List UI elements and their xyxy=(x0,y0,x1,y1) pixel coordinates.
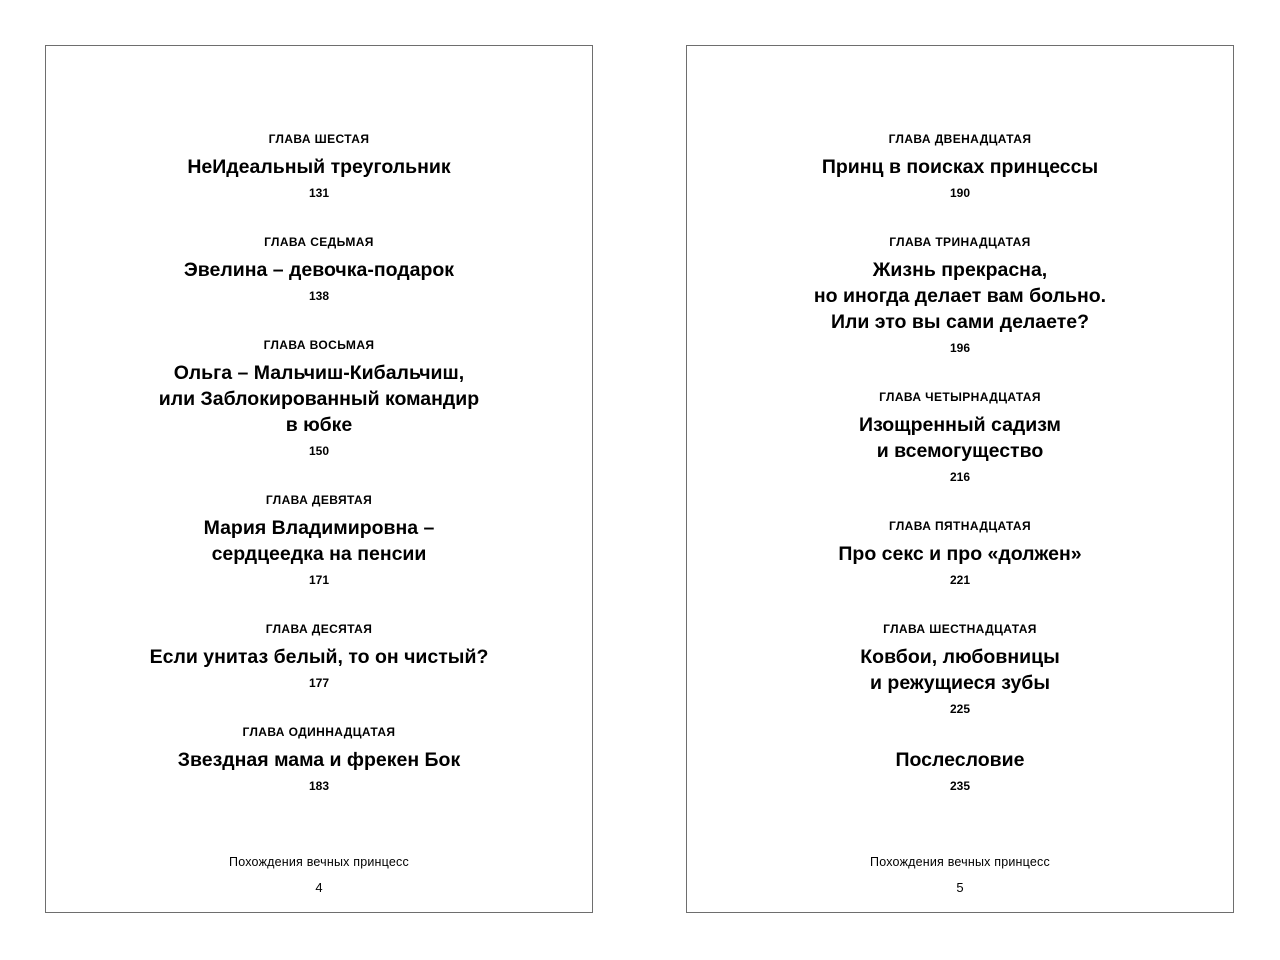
chapter-label: ГЛАВА СЕДЬМАЯ xyxy=(264,235,374,249)
chapter-page-number: 131 xyxy=(308,186,330,200)
chapter-title[interactable] xyxy=(46,360,592,438)
chapter-label: ГЛАВА ЧЕТЫРНАДЦАТАЯ xyxy=(879,390,1041,404)
toc-entry xyxy=(687,390,1233,484)
toc-entry xyxy=(46,132,592,200)
chapter-title-line: Ольга – Мальчиш-Кибальчиш, xyxy=(173,362,465,384)
chapter-title-line: сердцеедка на пенсии xyxy=(211,543,427,565)
toc-entry xyxy=(687,622,1233,716)
chapter-page-number: 225 xyxy=(949,702,971,716)
chapter-page-number: 196 xyxy=(949,341,971,355)
chapter-title[interactable] xyxy=(687,541,1233,567)
chapter-title[interactable] xyxy=(687,257,1233,335)
toc-entry xyxy=(687,519,1233,587)
chapter-title-line: или Заблокированный командир xyxy=(158,388,480,410)
chapter-page-number: 221 xyxy=(949,573,971,587)
right-page xyxy=(686,45,1234,913)
chapter-title-line: Ковбои, любовницы xyxy=(860,646,1060,668)
chapter-title[interactable] xyxy=(687,644,1233,696)
chapter-label: ГЛАВА ШЕСТНАДЦАТАЯ xyxy=(883,622,1037,636)
toc-entry xyxy=(687,235,1233,355)
chapter-title[interactable] xyxy=(687,412,1233,464)
toc-entry xyxy=(46,338,592,458)
chapter-title-line: Про секс и про «должен» xyxy=(838,543,1082,565)
left-page xyxy=(45,45,593,913)
chapter-title-line: Принц в поисках принцессы xyxy=(821,156,1099,178)
running-footer-title: Похождения вечных принцесс xyxy=(229,855,409,869)
toc-entry xyxy=(46,725,592,793)
chapter-page-number: 190 xyxy=(949,186,971,200)
toc-entry xyxy=(46,493,592,587)
chapter-label: ГЛАВА ВОСЬМАЯ xyxy=(263,338,375,352)
chapter-title[interactable] xyxy=(46,154,592,180)
chapter-label: ГЛАВА ПЯТНАДЦАТАЯ xyxy=(888,519,1032,533)
toc-entry xyxy=(687,132,1233,200)
chapter-title-line: и режущиеся зубы xyxy=(870,672,1050,694)
chapter-title-line: Эвелина – девочка-подарок xyxy=(183,259,455,281)
chapter-label: ГЛАВА ДЕВЯТАЯ xyxy=(265,493,373,507)
chapter-label: ГЛАВА ШЕСТАЯ xyxy=(268,132,370,146)
chapter-label: ГЛАВА ДЕСЯТАЯ xyxy=(265,622,373,636)
page-number: 5 xyxy=(956,880,964,895)
chapter-title-line: Или это вы сами делаете? xyxy=(830,311,1090,333)
running-footer-title: Похождения вечных принцесс xyxy=(870,855,1050,869)
chapter-title-line: Жизнь прекрасна, xyxy=(872,259,1048,281)
chapter-label: ГЛАВА ДВЕНАДЦАТАЯ xyxy=(888,132,1032,146)
chapter-title[interactable] xyxy=(687,154,1233,180)
toc-entry xyxy=(46,622,592,690)
chapter-title-line: Послесловие xyxy=(895,749,1025,771)
chapter-label: ГЛАВА ТРИНАДЦАТАЯ xyxy=(889,235,1031,249)
chapter-title[interactable] xyxy=(687,747,1233,773)
toc-entry xyxy=(687,725,1233,793)
chapter-title-line: Мария Владимировна – xyxy=(203,517,435,539)
toc-entry xyxy=(46,235,592,303)
chapter-title-line: в юбке xyxy=(285,414,353,436)
page-number: 4 xyxy=(315,880,323,895)
chapter-label: ГЛАВА ОДИННАДЦАТАЯ xyxy=(242,725,396,739)
chapter-label xyxy=(687,725,1233,739)
chapter-title-line: и всемогущество xyxy=(876,440,1044,462)
chapter-title[interactable] xyxy=(46,747,592,773)
chapter-page-number: 138 xyxy=(308,289,330,303)
chapter-page-number: 216 xyxy=(949,470,971,484)
chapter-page-number: 171 xyxy=(308,573,330,587)
chapter-title-line: Звездная мама и фрекен Бок xyxy=(177,749,461,771)
chapter-title[interactable] xyxy=(46,515,592,567)
chapter-page-number: 177 xyxy=(308,676,330,690)
chapter-page-number: 150 xyxy=(308,444,330,458)
chapter-title[interactable] xyxy=(46,257,592,283)
chapter-page-number: 235 xyxy=(949,779,971,793)
chapter-title-line: Если унитаз белый, то он чистый? xyxy=(149,646,489,668)
chapter-title-line: НеИдеальный треугольник xyxy=(187,156,451,178)
chapter-title[interactable] xyxy=(46,644,592,670)
chapter-title-line: Изощренный садизм xyxy=(859,414,1061,436)
chapter-title-line: но иногда делает вам больно. xyxy=(813,285,1107,307)
chapter-page-number: 183 xyxy=(308,779,330,793)
